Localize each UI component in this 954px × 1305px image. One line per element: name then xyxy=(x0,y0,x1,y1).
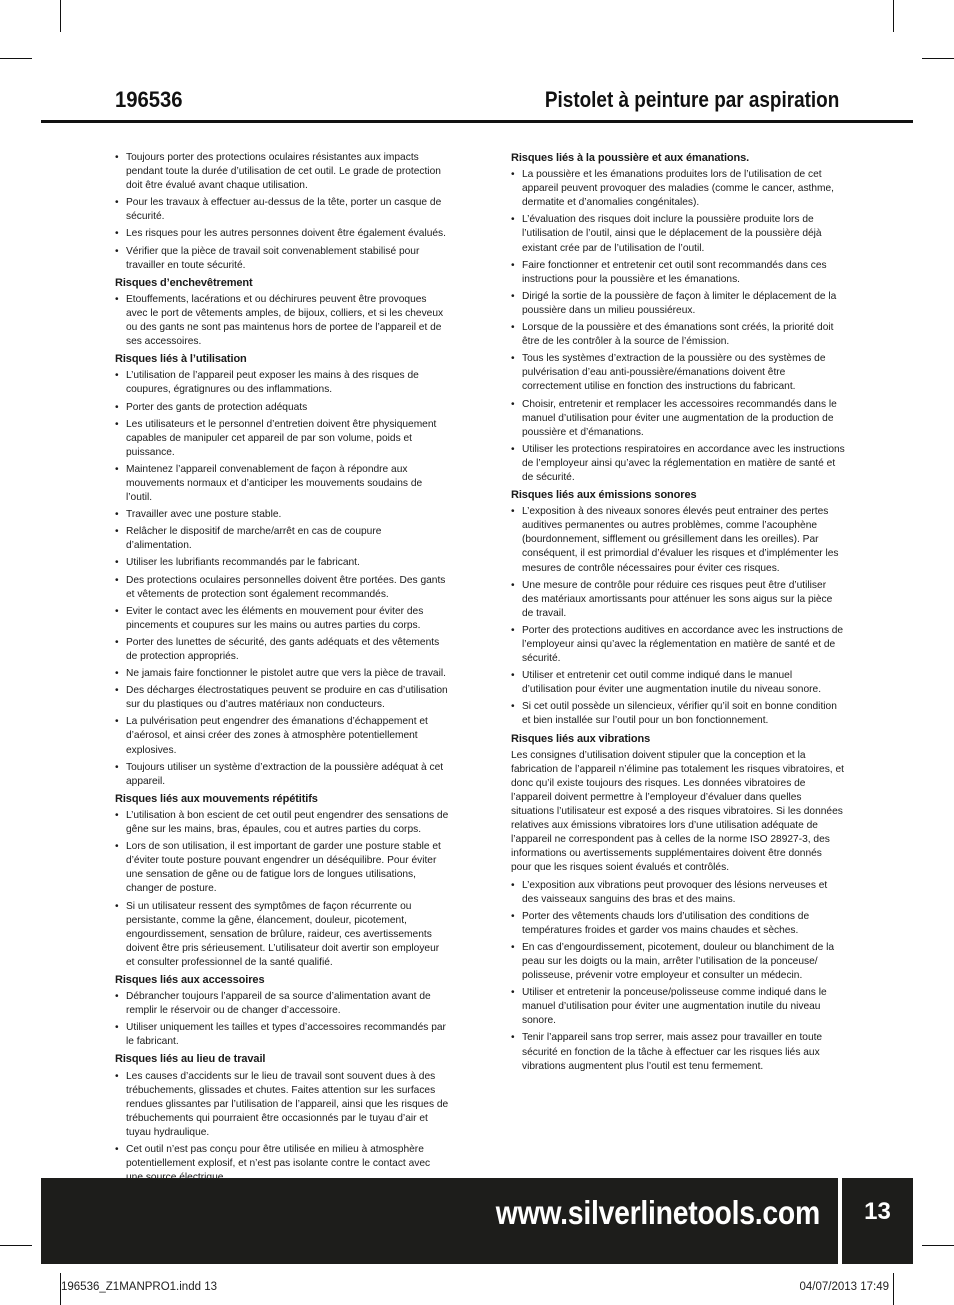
list-item: • L’exposition à des niveaux sonores élevés peut entrainer des pertes auditives permanentes ou autres problèmes, comme l’acouphène (bourdonnement, sifflement ou grésillement dans les oreilles). Par conséquent, il est primordial d’évaluer les risques et d’implémenter les mesures de contrôle nécessaires pour éviter ces risques. xyxy=(511,505,845,575)
list-item: • L’utilisation à bon escient de cet outil peut engendrer des sensations de gêne sur les mains, bras, épaules, cou et autres parties du corps. xyxy=(115,809,449,837)
list-item: • L’utilisation de l’appareil peut exposer les mains à des risques de coupures, égratignures ou des inflammations. xyxy=(115,369,449,397)
list-item: • Vérifier que la pièce de travail soit convenablement stabilisé pour travailler en toute sécurité. xyxy=(115,245,449,273)
section-bullet-list xyxy=(115,369,449,789)
crop-mark xyxy=(922,1245,954,1246)
list-item: • Utiliser les protections respiratoires en accordance avec les instructions de l’employeur ainsi qu’avec la réglementation en matière de santé et de sécurité. xyxy=(511,443,845,485)
section-title: Risques liés à la poussière et aux émanations. xyxy=(511,152,750,164)
list-item: • Porter des protections auditives en accordance avec les instructions de l’employeur ainsi qu’avec la réglementation en matière de santé et de sécurité. xyxy=(511,624,845,666)
list-item: • Utiliser uniquement les tailles et types d’accessoires recommandés par le fabricant. xyxy=(115,1021,449,1049)
list-item: • La poussière et les émanations produites lors de l’utilisation de cet appareil peuvent provoquer des maladies (comme le cancer, asthme, dermatite et d’anomalies congénitales). xyxy=(511,168,845,210)
website-link[interactable]: www.silverlinetools.com xyxy=(495,1194,820,1231)
list-item: • Les causes d’accidents sur le lieu de travail sont souvent dues à des trébuchements, glissades et chutes. Faites attention sur les surfaces rendues glissantes par l’utilisation de l’appareil, ainsi que les risques de trébuchements qui pourraient être occasionnés par le tuyau d’air et tuyau hydraulique. xyxy=(115,1070,449,1140)
page-title: Pistolet à peinture par aspiration xyxy=(544,87,839,112)
list-item: • En cas d’engourdissement, picotement, douleur ou blanchiment de la peau sur les doigts ou la main, arrêter l’utilisation de la ponceuse/ polisseuse, prévenir votre employeur et consulter un médecin. xyxy=(511,941,845,983)
list-item: • L’évaluation des risques doit inclure la poussière produite lors de l’utilisation de l’outil, ainsi que le déplacement de la poussière déjà existant crée par de l’utilisation de l’outil. xyxy=(511,213,845,255)
list-item: • Les utilisateurs et le personnel d’entretien doivent être physiquement capables de manipuler cet appareil de par son volume, poids et puissance. xyxy=(115,418,449,460)
list-item: • Ne jamais faire fonctionner le pistolet autre que vers la pièce de travail. xyxy=(115,667,449,681)
list-item: • L’exposition aux vibrations peut provoquer des lésions nerveuses et des vaisseaux sanguins des bras et des mains. xyxy=(511,879,845,907)
list-item: • Choisir, entretenir et remplacer les accessoires recommandés dans le manuel d’utilisation pour éviter une augmentation de la production de poussière et d’émanations. xyxy=(511,398,845,440)
section-bullet-list xyxy=(511,879,845,1074)
section-title: Risques d’enchevêtrement xyxy=(115,276,253,289)
list-item: • Des décharges électrostatiques peuvent se produire en cas d’utilisation sur du plastiques ou d’autres matériaux non conducteurs. xyxy=(115,684,449,712)
list-item: • Les risques pour les autres personnes doivent être également évalués. xyxy=(115,227,449,241)
crop-mark xyxy=(922,58,954,59)
section-bullet-list xyxy=(115,293,449,349)
left-column xyxy=(115,151,449,1188)
print-slug-file: 196536_Z1MANPRO1.indd 13 xyxy=(61,1281,217,1293)
section-bullet-list xyxy=(511,505,845,728)
section-bullet-list xyxy=(115,1070,449,1186)
list-item: • Lorsque de la poussière et des émanations sont créés, la priorité doit être de les contrôler à la source de l’émission. xyxy=(511,321,845,349)
list-item: • Tenir l’appareil sans trop serrer, mais assez pour travailler en toute sécurité en fonction de la tâche à effectuer car les risques liés aux vibrations augmentent plus l’outil est tenu fermement. xyxy=(511,1031,845,1073)
list-item: • Cet outil n’est pas conçu pour être utilisée en milieu à atmosphère potentiellement explosif, et n’est pas isolante contre le contact avec xyxy=(115,1143,449,1185)
crop-mark xyxy=(893,0,894,32)
section-title: Risques liés aux mouvements répétitifs xyxy=(115,792,318,805)
list-item: • Etouffements, lacérations et ou déchirures peuvent être provoques avec le port de vêtements amples, de bijoux, colliers, et si les cheveux ou des gants ne sont pas maintenus hors de portee de l’appareil et de ses accessoires. xyxy=(115,293,449,349)
section-title: Risques liés à l’utilisation xyxy=(115,353,247,366)
section-title: Risques liés aux émissions sonores xyxy=(511,489,697,502)
list-item: • Porter des lunettes de sécurité, des gants adéquats et des vêtements de protection appropriés. xyxy=(115,636,449,664)
list-item: • Lors de son utilisation, il est important de garder une posture stable et d’éviter toute posture pouvant engendrer un déséquilibre. Pour éviter une sensation de gêne ou de fatigue lors de longues utilisations, changer de posture. xyxy=(115,840,449,896)
page-header xyxy=(41,86,913,120)
section-bullet-list xyxy=(115,809,449,970)
right-column xyxy=(511,151,845,1077)
crop-mark xyxy=(0,58,32,59)
section-bullet-list xyxy=(115,990,449,1049)
list-item: • Si un utilisateur ressent des symptômes de façon récurrente ou persistante, comme la gêne, élancement, douleur, picotement, engourdissement, sensation de brûlure, raideur, ces avertissements doivent être pris sérieusement. L’utilisateur doit avertir son employeur et consulter professionnel de la santé qualifié. xyxy=(115,900,449,970)
list-item: • Porter des vêtements chauds lors d’utilisation des conditions de températures froides et garder vos mains chaudes et sèches. xyxy=(511,910,845,938)
list-item: • Des protections oculaires personnelles doivent être portées. Des gants et vêtements de protection sont également recommandés. xyxy=(115,574,449,602)
list-item: • Maintenez l’appareil convenablement de façon à répondre aux mouvements normaux et d’anticiper les mouvements soudains de l’outil. xyxy=(115,463,449,505)
list-item: • La pulvérisation peut engendrer des émanations d’échappement et d’aérosol, et ainsi créer des zones à atmosphère potentiellement explosives. xyxy=(115,715,449,757)
list-item: • Pour les travaux à effectuer au-dessus de la tête, porter un casque de sécurité. xyxy=(115,196,449,224)
section-title: Risques liés au lieu de travail xyxy=(115,1053,266,1066)
list-item: • Travailler avec une posture stable. xyxy=(115,508,449,522)
list-item: • Une mesure de contrôle pour réduire ces risques peut être d’utiliser des matériaux amortissants pour atténuer les sons aigus sur la pièce de travail. xyxy=(511,579,845,621)
vibration-paragraph: Les consignes d’utilisation doivent stipuler que la conception et la fabrication de l’appareil n’élimine pas totalement les risques vibratoires, et donc qu’il existe toujours des risques. Les données vibratoires de l’appareil doivent permettre à l’employeur d’évaluer dans quelles situations l’utilisateur est exposé a des risques vibratoires. Si les données relatives aux émissions vibratoires lors d’une utilisation adéquate de l’appareil ne correspondent pas à celles de la norme ISO 28927-3, des informations ou avertissements supplémentaires doivent être donnés pour que les risques soient évalués et contrôlés. xyxy=(511,749,844,874)
crop-mark xyxy=(60,0,61,32)
footer-bar xyxy=(41,1178,838,1264)
page-number: 13 xyxy=(864,1198,891,1225)
section-title: Risques liés aux vibrations xyxy=(511,732,651,745)
print-slug-date: 04/07/2013 17:49 xyxy=(799,1281,889,1293)
list-item: • Utiliser et entretenir cet outil comme indiqué dans le manuel d’utilisation pour éviter une augmentation inutile du niveau sonore. xyxy=(511,669,845,697)
list-item: • Tous les systèmes d’extraction de la poussière ou des systèmes de pulvérisation d’eau anti-poussière/émanations doivent être correctement utilise en fonction des instructions du fabricant. xyxy=(511,352,845,394)
model-number: 196536 xyxy=(115,87,183,112)
section-title: Risques liés aux accessoires xyxy=(115,973,265,986)
crop-mark xyxy=(0,1245,32,1246)
crop-mark xyxy=(893,1273,894,1305)
list-item: • Utiliser et entretenir la ponceuse/polisseuse comme indiqué dans le manuel d’utilisation pour éviter une augmentation inutile du niveau sonore. xyxy=(511,986,845,1028)
header-divider xyxy=(41,120,913,123)
section-bullet-list xyxy=(511,168,845,485)
list-item: • Faire fonctionner et entretenir cet outil sont recommandés dans ces instructions pour la poussière et les émanations. xyxy=(511,259,845,287)
list-item: • Toujours utiliser un système d’extraction de la poussière adéquat à cet appareil. xyxy=(115,761,449,789)
list-item: • Débrancher toujours l’appareil de sa source d’alimentation avant de remplir le réservoir ou de changer d’accessoire. xyxy=(115,990,449,1018)
intro-bullet-list xyxy=(115,151,449,273)
list-item: • Relâcher le dispositif de marche/arrêt en cas de coupure d’alimentation. xyxy=(115,525,449,553)
list-item: • Toujours porter des protections oculaires résistantes aux impacts pendant toute la durée d’utilisation de cet outil. Le grade de protection doit être évalué avant chaque utilisation. xyxy=(115,151,449,193)
list-item: • Dirigé la sortie de la poussière de façon à limiter le déplacement de la poussière dans un milieu poussiéreux. xyxy=(511,290,845,318)
list-item: • Porter des gants de protection adéquats xyxy=(115,401,449,415)
list-item: • Utiliser les lubrifiants recommandés par le fabricant. xyxy=(115,556,449,570)
list-item: • Si cet outil possède un silencieux, vérifier qu’il soit en bonne condition et bien installée sur l’outil pour un bon fonctionnement. xyxy=(511,700,845,728)
page-number-box xyxy=(842,1178,913,1264)
list-item: • Eviter le contact avec les éléments en mouvement pour éviter des pincements et coupures sur les mains ou autres parties du corps. xyxy=(115,605,449,633)
